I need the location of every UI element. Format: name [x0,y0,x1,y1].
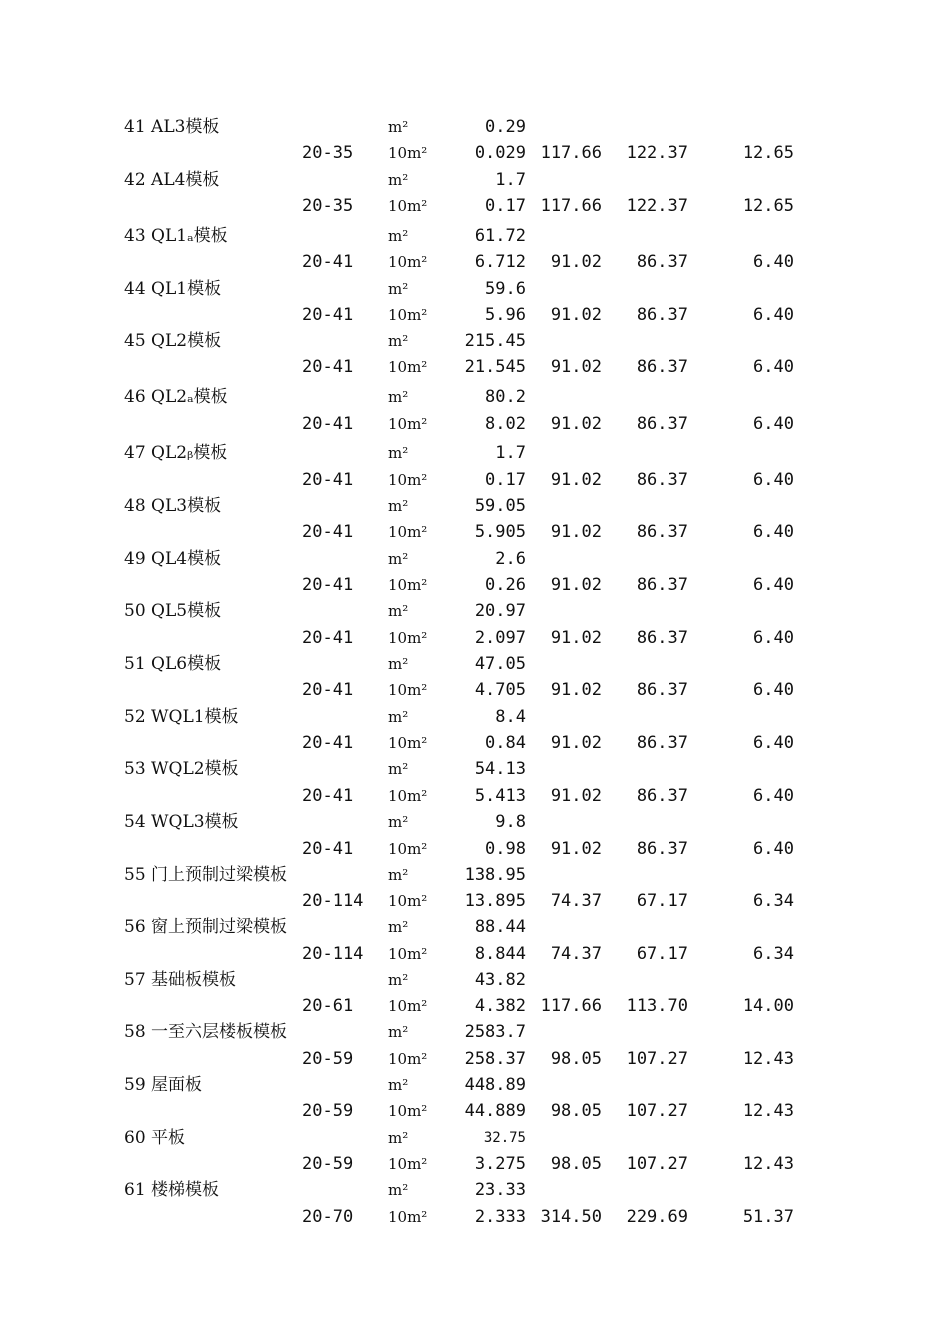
quantity-cell: 0.98 [485,839,526,859]
quota-code: 20-41 [302,786,354,806]
item-row [0,167,950,193]
unit-cell: 10m² [388,997,428,1015]
quantity-cell: 215.45 [464,331,526,351]
item-row [0,493,950,519]
unit-cell: m² [388,813,409,831]
unit-cell: 10m² [388,144,428,162]
item-label: 59 屋面板 [124,1075,203,1095]
item-label: 54 WQL3模板 [124,812,239,832]
unit-cell: 10m² [388,197,428,215]
machine-cost-cell: 6.40 [753,357,794,377]
unit-price-cell: 91.02 [550,414,602,434]
item-label: 58 一至六层楼板模板 [124,1022,288,1042]
quantity-cell: 8.4 [495,707,526,727]
unit-cell: m² [388,1076,409,1094]
item-label: 41 AL3模板 [124,117,220,137]
item-label: 57 基础板模板 [124,970,237,990]
quantity-cell: 6.712 [474,252,526,272]
unit-cell: 10m² [388,471,428,489]
quota-code: 20-41 [302,839,354,859]
unit-cell: 10m² [388,840,428,858]
quantity-cell: 43.82 [474,970,526,990]
unit-cell: m² [388,497,409,515]
item-label: 53 WQL2模板 [124,759,239,779]
machine-cost-cell: 6.40 [753,470,794,490]
unit-cell: m² [388,280,409,298]
quota-row [0,941,950,967]
labor-cost-cell: 86.37 [636,575,688,595]
quota-code: 20-41 [302,575,354,595]
unit-price-cell: 91.02 [550,305,602,325]
quota-code: 20-59 [302,1049,354,1069]
machine-cost-cell: 6.34 [753,944,794,964]
unit-price-cell: 74.37 [550,944,602,964]
quota-row [0,467,950,493]
quota-row [0,302,950,328]
item-row [0,651,950,677]
labor-cost-cell: 122.37 [626,196,688,216]
unit-price-cell: 314.50 [540,1207,602,1227]
item-row [0,328,950,354]
quantity-cell: 5.413 [474,786,526,806]
quota-code: 20-61 [302,996,354,1016]
unit-cell: m² [388,444,409,462]
machine-cost-cell: 6.40 [753,733,794,753]
quantity-cell: 0.29 [485,117,526,137]
labor-cost-cell: 229.69 [626,1207,688,1227]
unit-price-cell: 117.66 [540,143,602,163]
quantity-cell: 4.382 [474,996,526,1016]
labor-cost-cell: 86.37 [636,628,688,648]
quota-row [0,1098,950,1124]
quantity-cell: 2.333 [474,1207,526,1227]
unit-cell: 10m² [388,576,428,594]
quantity-cell: 2.6 [495,549,526,569]
labor-cost-cell: 86.37 [636,680,688,700]
labor-cost-cell: 67.17 [636,944,688,964]
unit-cell: 10m² [388,787,428,805]
machine-cost-cell: 12.43 [742,1049,794,1069]
item-label: 47 QL2ᵦ模板 [124,443,228,463]
item-label: 50 QL5模板 [124,601,222,621]
unit-price-cell: 98.05 [550,1154,602,1174]
quantity-cell: 0.84 [485,733,526,753]
labor-cost-cell: 86.37 [636,470,688,490]
quota-row [0,519,950,545]
item-label: 42 AL4模板 [124,170,220,190]
quota-row [0,888,950,914]
unit-cell: m² [388,918,409,936]
labor-cost-cell: 86.37 [636,252,688,272]
item-label: 45 QL2模板 [124,331,222,351]
quota-code: 20-35 [302,143,354,163]
item-row [0,598,950,624]
labor-cost-cell: 107.27 [626,1101,688,1121]
labor-cost-cell: 86.37 [636,414,688,434]
unit-cell: m² [388,708,409,726]
unit-cell: m² [388,332,409,350]
quantity-cell: 32.75 [483,1130,526,1146]
item-label: 51 QL6模板 [124,654,222,674]
unit-cell: m² [388,655,409,673]
unit-cell: m² [388,1129,409,1147]
quota-row [0,354,950,380]
quantity-cell: 8.02 [485,414,526,434]
item-label: 60 平板 [124,1128,186,1148]
quota-row [0,140,950,166]
quantity-cell: 5.96 [485,305,526,325]
quota-row [0,993,950,1019]
unit-cell: 10m² [388,1208,428,1226]
unit-cell: 10m² [388,1050,428,1068]
unit-cell: m² [388,1181,409,1199]
unit-price-cell: 117.66 [540,196,602,216]
unit-cell: 10m² [388,681,428,699]
quantity-cell: 258.37 [464,1049,526,1069]
labor-cost-cell: 107.27 [626,1049,688,1069]
item-row [0,546,950,572]
quantity-cell: 2583.7 [464,1022,526,1042]
machine-cost-cell: 6.40 [753,628,794,648]
machine-cost-cell: 12.43 [742,1154,794,1174]
quota-code: 20-41 [302,680,354,700]
machine-cost-cell: 6.40 [753,786,794,806]
machine-cost-cell: 14.00 [742,996,794,1016]
quantity-cell: 3.275 [474,1154,526,1174]
unit-price-cell: 91.02 [550,680,602,700]
quantity-cell: 0.26 [485,575,526,595]
quantity-cell: 21.545 [464,357,526,377]
unit-cell: m² [388,118,409,136]
machine-cost-cell: 6.34 [753,891,794,911]
unit-price-cell: 98.05 [550,1049,602,1069]
unit-price-cell: 91.02 [550,733,602,753]
unit-cell: m² [388,866,409,884]
quota-code: 20-59 [302,1101,354,1121]
unit-price-cell: 117.66 [540,996,602,1016]
unit-cell: 10m² [388,358,428,376]
quantity-cell: 1.7 [495,443,526,463]
quantity-cell: 59.6 [485,279,526,299]
labor-cost-cell: 86.37 [636,305,688,325]
quota-row [0,836,950,862]
quantity-cell: 61.72 [474,226,526,246]
unit-price-cell: 91.02 [550,252,602,272]
item-label: 52 WQL1模板 [124,707,239,727]
unit-cell: m² [388,1023,409,1041]
quantity-cell: 0.029 [474,143,526,163]
unit-price-cell: 91.02 [550,470,602,490]
item-row [0,1019,950,1045]
quantity-cell: 138.95 [464,865,526,885]
quantity-cell: 2.097 [474,628,526,648]
unit-cell: 10m² [388,306,428,324]
quota-code: 20-70 [302,1207,354,1227]
quota-row [0,249,950,275]
quota-code: 20-41 [302,733,354,753]
item-row [0,967,950,993]
item-label: 55 门上预制过梁模板 [124,865,288,885]
item-row [0,862,950,888]
unit-price-cell: 91.02 [550,575,602,595]
machine-cost-cell: 12.43 [742,1101,794,1121]
quantity-cell: 80.2 [485,387,526,407]
quantity-cell: 20.97 [474,601,526,621]
machine-cost-cell: 6.40 [753,680,794,700]
quota-code: 20-59 [302,1154,354,1174]
quantity-cell: 23.33 [474,1180,526,1200]
labor-cost-cell: 86.37 [636,522,688,542]
unit-cell: m² [388,602,409,620]
unit-price-cell: 98.05 [550,1101,602,1121]
machine-cost-cell: 6.40 [753,414,794,434]
item-row [0,440,950,466]
unit-cell: 10m² [388,734,428,752]
unit-cell: 10m² [388,415,428,433]
unit-price-cell: 74.37 [550,891,602,911]
labor-cost-cell: 86.37 [636,786,688,806]
quota-row [0,411,950,437]
quota-row [0,677,950,703]
item-label: 43 QL1ₐ模板 [124,226,228,246]
machine-cost-cell: 6.40 [753,522,794,542]
item-label: 49 QL4模板 [124,549,222,569]
labor-cost-cell: 107.27 [626,1154,688,1174]
machine-cost-cell: 6.40 [753,305,794,325]
item-row [0,914,950,940]
item-row [0,1125,950,1151]
unit-cell: m² [388,171,409,189]
unit-cell: 10m² [388,945,428,963]
quantity-cell: 54.13 [474,759,526,779]
quota-row [0,783,950,809]
quantity-cell: 13.895 [464,891,526,911]
machine-cost-cell: 12.65 [742,196,794,216]
quota-row [0,572,950,598]
quantity-cell: 4.705 [474,680,526,700]
quantity-cell: 8.844 [474,944,526,964]
quantity-cell: 88.44 [474,917,526,937]
item-row [0,809,950,835]
machine-cost-cell: 6.40 [753,839,794,859]
quota-code: 20-41 [302,470,354,490]
item-row [0,114,950,140]
unit-price-cell: 91.02 [550,628,602,648]
machine-cost-cell: 6.40 [753,252,794,272]
quantity-cell: 0.17 [485,196,526,216]
item-label: 48 QL3模板 [124,496,222,516]
quota-code: 20-41 [302,628,354,648]
quota-row [0,625,950,651]
quantity-cell: 9.8 [495,812,526,832]
unit-cell: m² [388,227,409,245]
labor-cost-cell: 67.17 [636,891,688,911]
quota-row [0,1204,950,1230]
item-row [0,276,950,302]
item-label: 61 楼梯模板 [124,1180,220,1200]
quantity-cell: 47.05 [474,654,526,674]
quantity-cell: 5.905 [474,522,526,542]
item-label: 46 QL2ₐ模板 [124,387,228,407]
quota-code: 20-114 [302,891,364,911]
item-row [0,223,950,249]
unit-cell: m² [388,550,409,568]
unit-cell: 10m² [388,1155,428,1173]
item-row [0,756,950,782]
unit-cell: m² [388,388,409,406]
quantity-cell: 0.17 [485,470,526,490]
machine-cost-cell: 51.37 [742,1207,794,1227]
labor-cost-cell: 122.37 [626,143,688,163]
quota-code: 20-41 [302,414,354,434]
item-label: 44 QL1模板 [124,279,222,299]
unit-price-cell: 91.02 [550,522,602,542]
quota-code: 20-41 [302,357,354,377]
quantity-cell: 59.05 [474,496,526,516]
quota-row [0,1151,950,1177]
unit-cell: m² [388,760,409,778]
quota-code: 20-41 [302,252,354,272]
labor-cost-cell: 86.37 [636,839,688,859]
quota-code: 20-41 [302,305,354,325]
quantity-cell: 448.89 [464,1075,526,1095]
labor-cost-cell: 86.37 [636,357,688,377]
unit-cell: 10m² [388,629,428,647]
quota-row [0,1046,950,1072]
quantity-cell: 1.7 [495,170,526,190]
unit-cell: 10m² [388,523,428,541]
quantity-cell: 44.889 [464,1101,526,1121]
unit-price-cell: 91.02 [550,357,602,377]
unit-price-cell: 91.02 [550,839,602,859]
unit-price-cell: 91.02 [550,786,602,806]
quota-row [0,193,950,219]
unit-cell: 10m² [388,1102,428,1120]
quota-code: 20-41 [302,522,354,542]
quota-code: 20-114 [302,944,364,964]
labor-cost-cell: 86.37 [636,733,688,753]
labor-cost-cell: 113.70 [626,996,688,1016]
item-row [0,1072,950,1098]
quota-row [0,730,950,756]
machine-cost-cell: 12.65 [742,143,794,163]
unit-cell: 10m² [388,253,428,271]
unit-cell: m² [388,971,409,989]
unit-cell: 10m² [388,892,428,910]
item-row [0,704,950,730]
quota-code: 20-35 [302,196,354,216]
item-label: 56 窗上预制过梁模板 [124,917,288,937]
item-row [0,1177,950,1203]
item-row [0,384,950,410]
machine-cost-cell: 6.40 [753,575,794,595]
